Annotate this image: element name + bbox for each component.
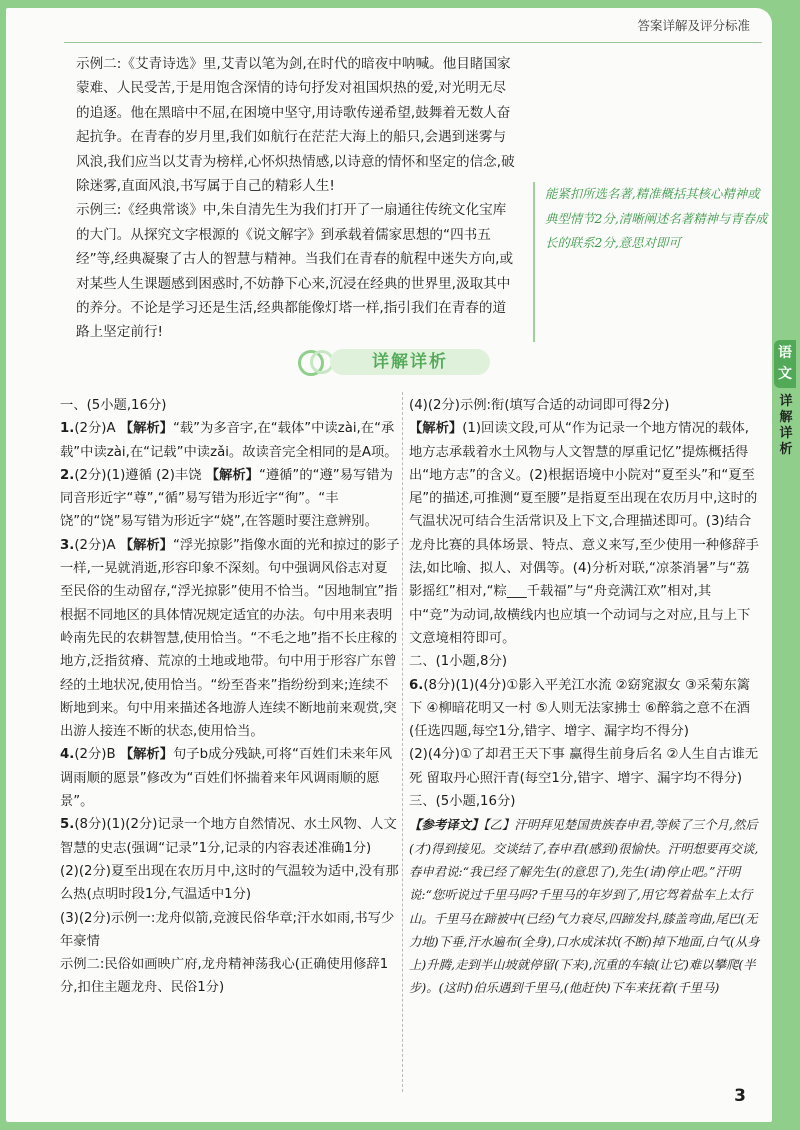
question-number: 3. [60,537,75,553]
scoring-note: 能紧扣所选名著,精准概括其核心精神或典型情节2分,清晰阐述名著精神与青春成长的联系2分,意思对即可 [533,182,769,342]
column-divider [402,392,404,1092]
answer-part-4: (4)(2分)示例:衔(填写合适的动词即可得2分) [409,398,670,413]
answer-part-3-example-2: 示例二:民俗如画映广府,龙舟精神荡我心(正确使用修辞1分,扣住主题龙舟、民俗1分) [60,957,389,996]
analysis-tag: 【解析】 [119,421,173,437]
analysis-text: (1)回读文段,可从“作为记录一个地方情况的载体,地方志承载着水土风物与人文智慧的厚重记忆”提炼概括得出“地方志”的含义。(2)根据语境中小院对“夏至头”和“夏至尾”的描述,可推测“夏至腰”是指夏至出现在农历月中,这时的气温状况可结合生活常识及上下文,合理描述即可。(3)结合龙舟比赛的具体场景、特点、意义来写,至少使用一种修辞手法,如比喻、拟人、对偶等。(4)分析对联,“凉茶消暑”与“荔影摇红”相对,“粽___千载福”与“舟竞满江欢”相对,其中“竞”为动词,故横线内也应填一个动词与之对应,且与上下文意境相符即可。 [409,421,759,646]
section-heading: 二、(1小题,8分) [409,654,508,670]
answer-part-2: (2)(4分)①了却君王天下事 赢得生前身后名 ②人生自古谁无死 留取丹心照汗青(每空1分,错字、增字、漏字均不得分) [409,747,759,786]
translation-tag: 【参考译文】 [409,817,484,833]
page-header-title: 答案详解及评分标准 [637,18,750,33]
header-rule [64,42,762,43]
question-score: (2分)(1)遵循 (2)丰饶 [74,467,202,483]
right-column [409,394,762,1000]
question-number: 6. [409,677,424,693]
subject-label: 语文 [774,340,796,388]
answer-page [6,8,772,1122]
analysis-tag: 【解析】 [205,467,259,483]
question-3 [60,534,400,744]
analysis-q5 [409,417,762,650]
question-6 [409,674,762,744]
reference-translation [409,813,762,999]
section-banner [290,342,512,380]
analysis-text: “遵循”的“遵”易写错为同音形近字“尊”,“循”易写错为形近字“徇”。“丰饶”的“饶”易写错为形近字“娆”,在答题时要注意辨别。 [60,467,393,530]
question-number: 1. [60,421,75,437]
question-score: (2分)A [74,421,116,437]
question-4 [60,743,400,813]
analysis-text: 句子b成分残缺,可将“百姓们未来年风调雨顺的愿景”修改为“百姓们怀揣着来年风调雨顺的愿景”。 [60,747,393,810]
question-5 [60,813,400,860]
section-heading: 一、(5小题,16分) [60,398,167,413]
question-number: 5. [60,817,75,833]
analysis-tag: 【解析】 [119,747,173,763]
answer-part-3: (3)(2分)示例一:龙舟似箭,竞渡民俗华章;汗水如雨,书写少年豪情 [60,910,395,949]
answer-part-1: (8分)(1)(4分)①影入平羌江水流 ②窈窕淑女 ③采菊东篱下 ④柳暗花明又一村 ⑤人则无法家拂士 ⑥醉翁之意不在酒(任选四题,每空1分,错字、增字、漏字均不得分) [409,677,751,740]
banner-title: 详解详析 [372,352,448,372]
analysis-text: “载”为多音字,在“载体”中读zài,在“承载”中读zài,在“记载”中读zǎi。故读音完全相同的是A项。 [60,421,398,460]
question-2 [60,464,400,534]
question-1 [60,417,400,464]
question-score: (2分)B [74,747,116,763]
question-number: 2. [60,467,75,483]
section-heading: 三、(5小题,16分) [409,794,516,810]
subject-tab [772,338,800,480]
essay-example-2: 示例二:《艾青诗选》里,艾青以笔为剑,在时代的暗夜中呐喊。他目睹国家蒙难、人民受苦,于是用饱含深情的诗句抒发对祖国炽热的爱,对光明无尽的追逐。他在黑暗中不屈,在困境中坚守,用诗歌传递希望,鼓舞着无数人奋起抗争。在青春的岁月里,我们如航行在茫茫大海上的船只,会遇到迷雾与风浪,我们应当以艾青为榜样,心怀炽热情感,以诗意的情怀和坚定的信念,破除迷雾,直面风浪,书写属于自己的精彩人生! [76,56,515,195]
answer-part-2: (2)(2分)夏至出现在农历月中,这时的气温较为适中,没有那么热(点明时段1分,气温适中1分) [60,863,399,903]
answer-part-1: (8分)(1)(2分)记录一个地方自然情况、水土风物、人文智慧的史志(强调“记录”1分,记录的内容表述准确1分) [60,817,397,856]
analysis-tag: 【解析】 [409,421,463,437]
essay-examples [76,52,516,345]
analysis-tag: 【解析】 [119,537,173,553]
left-column [60,394,400,1000]
essay-example-3: 示例三:《经典常谈》中,朱自清先生为我们打开了一扇通往传统文化宝库的大门。从探究文字根源的《说文解字》到承载着儒家思想的“四书五经”等,经典凝聚了古人的智慧与精神。当我们在青春的航程中迷失方向,或对某些人生课题感到困惑时,不妨静下心来,沉浸在经典的世界里,汲取其中的养分。不论是学习还是生活,经典都能像灯塔一样,指引我们在青春的道路上坚定前行! [76,202,514,341]
question-number: 4. [60,747,75,763]
section-label: 详解详析 [779,394,793,457]
analysis-text: “浮光掠影”指像水面的光和掠过的影子一样,一晃就消逝,形容印象不深刻。句中强调风俗志对夏至民俗的生动留存,“浮光掠影”使用不恰当。“因地制宜”指根据不同地区的具体情况规定适宜的办法。句中用来表明岭南先民的农耕智慧,使用恰当。“不毛之地”指不长庄稼的地方,泛指贫瘠、荒凉的土地或地带。句中用于形容广东曾经的土地状况,使用恰当。“纷至沓来”指纷纷到来;连续不断地到来。句中用来描述各地游人连续不断地前来观赏,突出游人接连不断的状态,使用恰当。 [60,537,400,740]
translation-text: 【乙】汗明拜见楚国贵族春申君,等候了三个月,然后(才)得到接见。交谈结了,春申君(感到)很愉快。汗明想要再交谈,春申君说:“我已经了解先生(的意思了),先生(请)停止吧。”汗明说:“您听说过千里马吗?千里马的年岁到了,用它驾着盐车上太行山。千里马在蹄被中(已经)气力衰尽,四蹄发抖,膝盖弯曲,尾巴(无力地)下垂,汗水遍布(全身),口水成沫状(不断)掉下地面,白气(从身上)升腾,走到半山坡就停留(下来),沉重的车辕(让它)难以攀爬(半步)。(这时)伯乐遇到千里马,(他赶快)下车来抚着(千里马) [409,817,760,996]
page-number: 3 [734,1086,746,1106]
question-score: (2分)A [74,537,116,553]
